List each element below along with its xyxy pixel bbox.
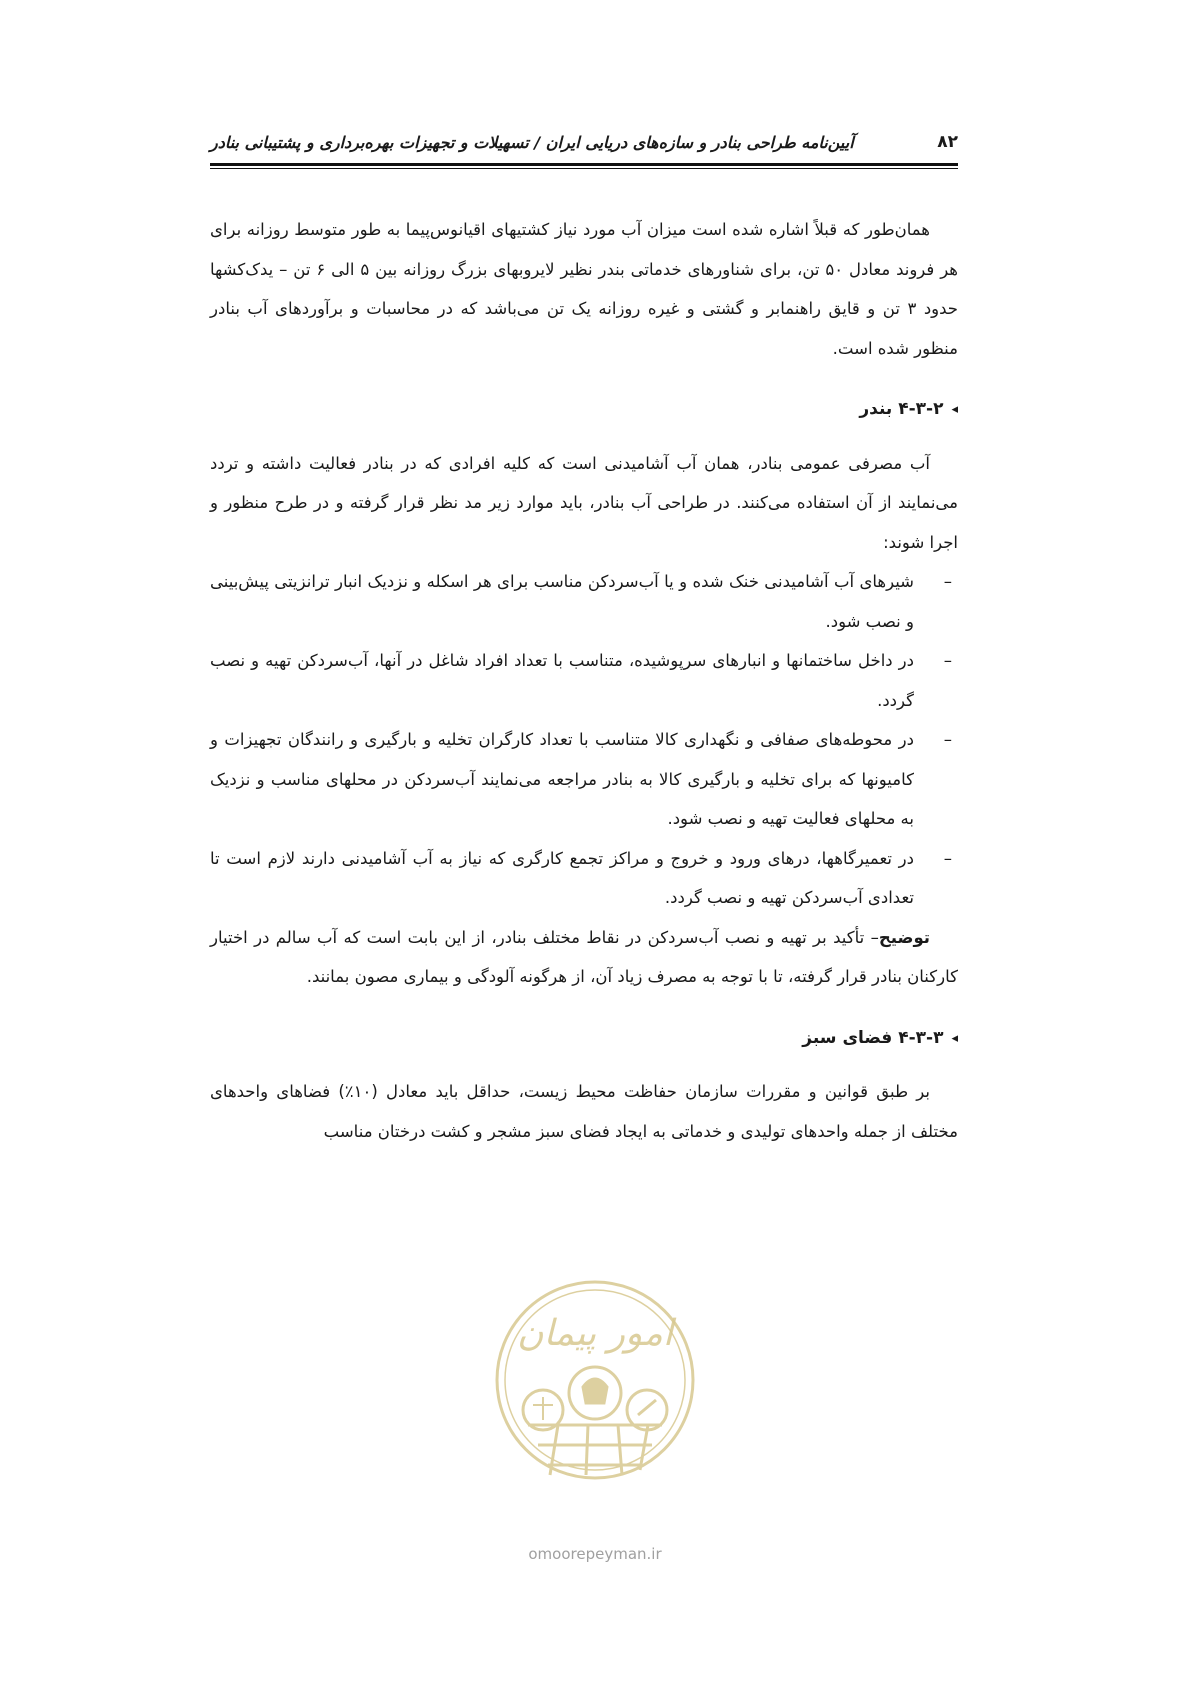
note-paragraph	[210, 918, 958, 997]
header-rule-thin	[210, 168, 958, 169]
port-paragraph: آب مصرفی عمومی بنادر، همان آب آشامیدنی است که کلیه افرادی که در بنادر فعالیت داشته و تردد می‌نمایند از آن استفاده می‌کنند. در طراحی آب بنادر، باید موارد زیر مد نظر قرار گرفته و در طرح منظور و اجرا شوند:	[210, 453, 958, 552]
dash-bullet-icon: –	[943, 651, 952, 670]
list-item-text: در تعمیرگاهها، درهای ورود و خروج و مراکز تجمع کارگری که نیاز به آب آشامیدنی دارند لازم است تا تعدادی آب‌سردکن تهیه و نصب گردد.	[210, 848, 914, 907]
section-heading-port	[210, 390, 958, 430]
header-rule-thick	[210, 163, 958, 166]
list-item-text: شیرهای آب آشامیدنی خنک شده و یا آب‌سردکن مناسب برای هر اسکله و نزدیک انبار ترانزیتی پیش‌بینی و نصب شود.	[210, 572, 914, 631]
requirement-list	[210, 562, 958, 918]
page-number: ۸۲	[937, 132, 958, 152]
watermark-logo	[488, 1275, 702, 1525]
intro-paragraph: همان‌طور که قبلاً اشاره شده است میزان آب مورد نیاز کشتیهای اقیانوس‌پیما به طور متوسط روزانه برای هر فروند معادل ۵۰ تن، برای شناورهای خدماتی بندر نظیر لایروبهای بزرگ روزانه بین ۵ الی ۶ تن – یدک‌کشها حدود ۳ تن و قایق راهنمابر و گشتی و غیره روزانه یک تن می‌باشد که در محاسبات و برآوردهای آب بنادر منظور شده است.	[210, 220, 958, 358]
section-heading-green	[210, 1019, 958, 1059]
section-marker-icon: ◂	[951, 402, 958, 417]
section-marker-icon: ◂	[951, 1030, 958, 1046]
watermark-emblem-icon	[488, 1275, 702, 1525]
page-body	[210, 210, 958, 1151]
list-item	[210, 720, 958, 839]
note-text: – تأکید بر تهیه و نصب آب‌سردکن در نقاط مختلف بنادر، از این بابت است که آب سالم در اختیار کارکنان بنادر قرار گرفته، تا با توجه به مصرف زیاد آن، از هرگونه آلودگی و بیماری مصون بمانند.	[210, 927, 958, 986]
running-title: آیین‌نامه طراحی بنادر و سازه‌های دریایی ایران / تسهیلات و تجهیزات بهره‌برداری و پشتیبانی بنادر	[210, 132, 854, 152]
list-item	[210, 641, 958, 720]
watermark-script: امور پیمان	[517, 1313, 673, 1354]
list-item	[210, 839, 958, 918]
list-item-text: در محوطه‌های صفافی و نگهداری کالا متناسب با تعداد کارگران تخلیه و بارگیری و رانندگان تجهیزات و کامیونها که برای تخلیه و بارگیری کالا به بنادر مراجعه می‌نمایند آب‌سردکن در محلهای مناسب و نزدیک به محلهای فعالیت تهیه و نصب شود.	[210, 730, 914, 828]
list-item-text: در داخل ساختمانها و انبارهای سرپوشیده، متناسب با تعداد افراد شاغل در آنها، آب‌سردکن تهیه و نصب گردد.	[210, 651, 914, 710]
green-paragraph: بر طبق قوانین و مقررات سازمان حفاظت محیط زیست، حداقل باید معادل (۱۰٪) فضاهای واحدهای مختلف از جمله واحدهای تولیدی و خدماتی به ایجاد فضای سبز مشجر و کشت درختان مناسب	[210, 1082, 958, 1141]
section-title: ۴-۳-۳ فضای سبز	[802, 1027, 944, 1048]
dash-bullet-icon: –	[943, 848, 952, 868]
note-label: توضیح	[878, 927, 930, 947]
dash-bullet-icon: –	[943, 572, 952, 591]
watermark-url: omoorepeyman.ir	[528, 1545, 662, 1563]
dash-bullet-icon: –	[943, 730, 952, 749]
section-title: ۴-۳-۲ بندر	[859, 399, 944, 419]
list-item	[210, 562, 958, 641]
page-header	[210, 128, 958, 156]
